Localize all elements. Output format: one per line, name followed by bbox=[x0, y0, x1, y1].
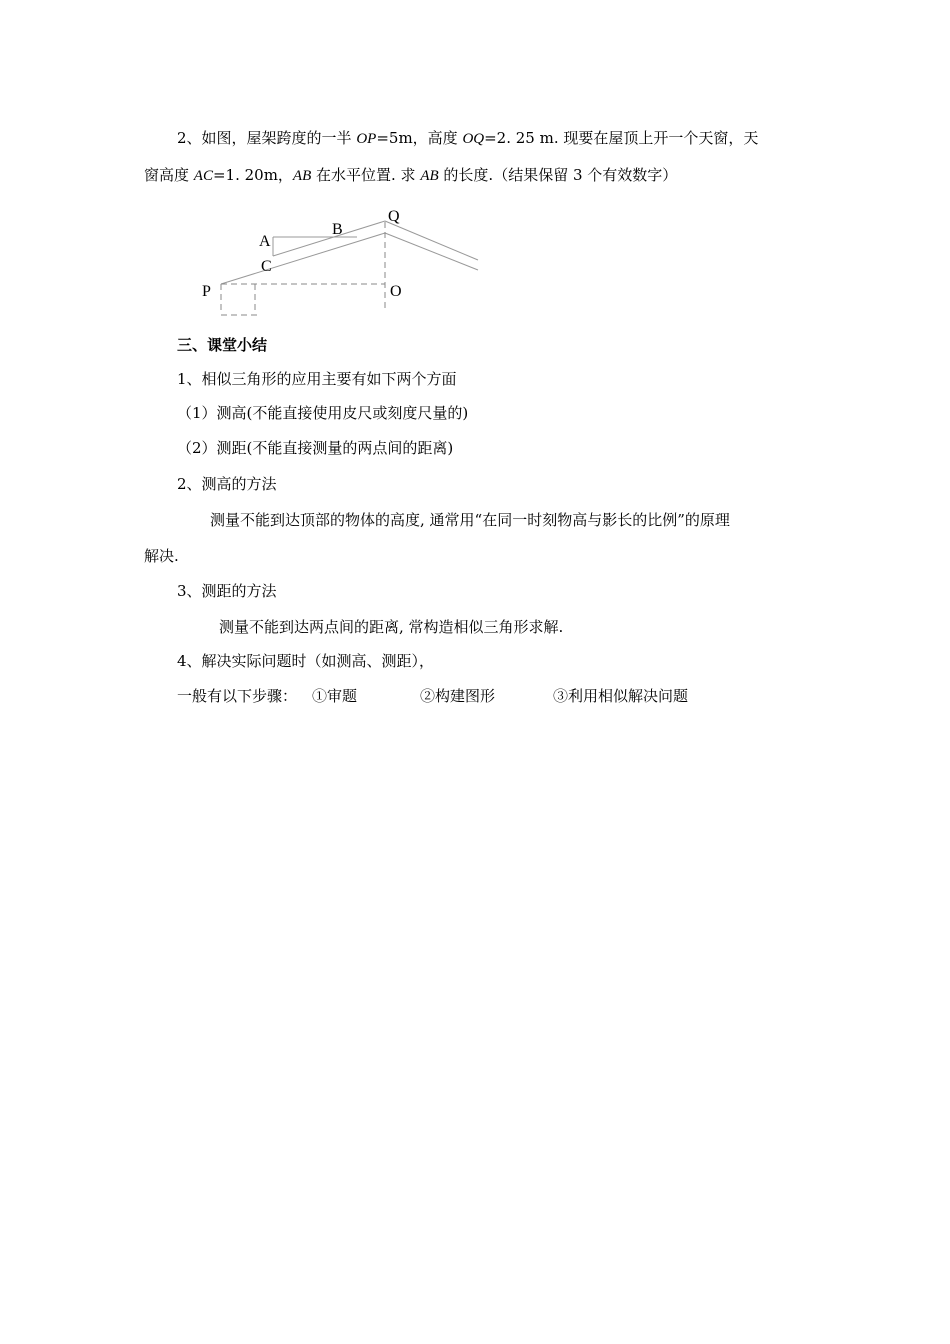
label-p: P bbox=[202, 283, 211, 300]
problem-2-line-1 bbox=[177, 128, 758, 149]
problem-2-line-2 bbox=[144, 165, 677, 186]
summary-item-2-text-2: 解决. bbox=[144, 547, 179, 565]
label-a: A bbox=[259, 233, 271, 250]
problem-text: 窗高度 bbox=[144, 166, 194, 184]
summary-step-2: ②构建图形 bbox=[420, 687, 496, 705]
var-ac: AC bbox=[193, 168, 213, 184]
summary-item-4: 4、解决实际问题时（如测高、测距）， bbox=[177, 652, 435, 670]
var-ab: AB bbox=[292, 168, 312, 184]
problem-text: 的长度.（结果保留 3 个有效数字） bbox=[438, 166, 678, 184]
roof-upper-right bbox=[385, 221, 478, 260]
summary-item-3-text: 测量不能到达两点间的距离, 常构造相似三角形求解. bbox=[219, 618, 564, 636]
problem-text: 在水平位置. 求 bbox=[311, 166, 421, 184]
roof-lower-right bbox=[385, 233, 478, 270]
roof-truss-figure bbox=[195, 200, 495, 330]
summary-item-1: 1、相似三角形的应用主要有如下两个方面 bbox=[177, 370, 457, 388]
summary-item-1-sub-1: （1）测高(不能直接使用皮尺或刻度尺量的) bbox=[177, 404, 469, 422]
summary-item-3: 3、测距的方法 bbox=[177, 582, 277, 600]
problem-text: =5m，高度 bbox=[376, 129, 463, 147]
summary-heading: 三、课堂小结 bbox=[177, 336, 268, 354]
summary-steps-intro: 一般有以下步骤： bbox=[177, 687, 298, 705]
summary-step-1: ①审题 bbox=[312, 687, 358, 705]
var-ab: AB bbox=[420, 168, 439, 184]
var-op: OP bbox=[356, 131, 377, 147]
summary-step-3: ③利用相似解决问题 bbox=[553, 687, 689, 705]
label-q: Q bbox=[388, 208, 400, 225]
label-o: O bbox=[390, 283, 402, 300]
problem-text: =1. 20m， bbox=[212, 166, 293, 184]
roof-lower-left bbox=[221, 233, 385, 284]
summary-item-2: 2、测高的方法 bbox=[177, 475, 277, 493]
problem-text: =2. 25 m. 现要在屋顶上开一个天窗，天 bbox=[484, 129, 759, 147]
label-b: B bbox=[332, 221, 343, 238]
label-c: C bbox=[261, 258, 272, 275]
problem-text: 2、如图，屋架跨度的一半 bbox=[177, 129, 357, 147]
var-oq: OQ bbox=[462, 131, 485, 147]
summary-item-2-text-1: 测量不能到达顶部的物体的高度, 通常用“在同一时刻物高与影长的比例”的原理 bbox=[210, 511, 730, 529]
summary-item-1-sub-2: （2）测距(不能直接测量的两点间的距离) bbox=[177, 439, 454, 457]
